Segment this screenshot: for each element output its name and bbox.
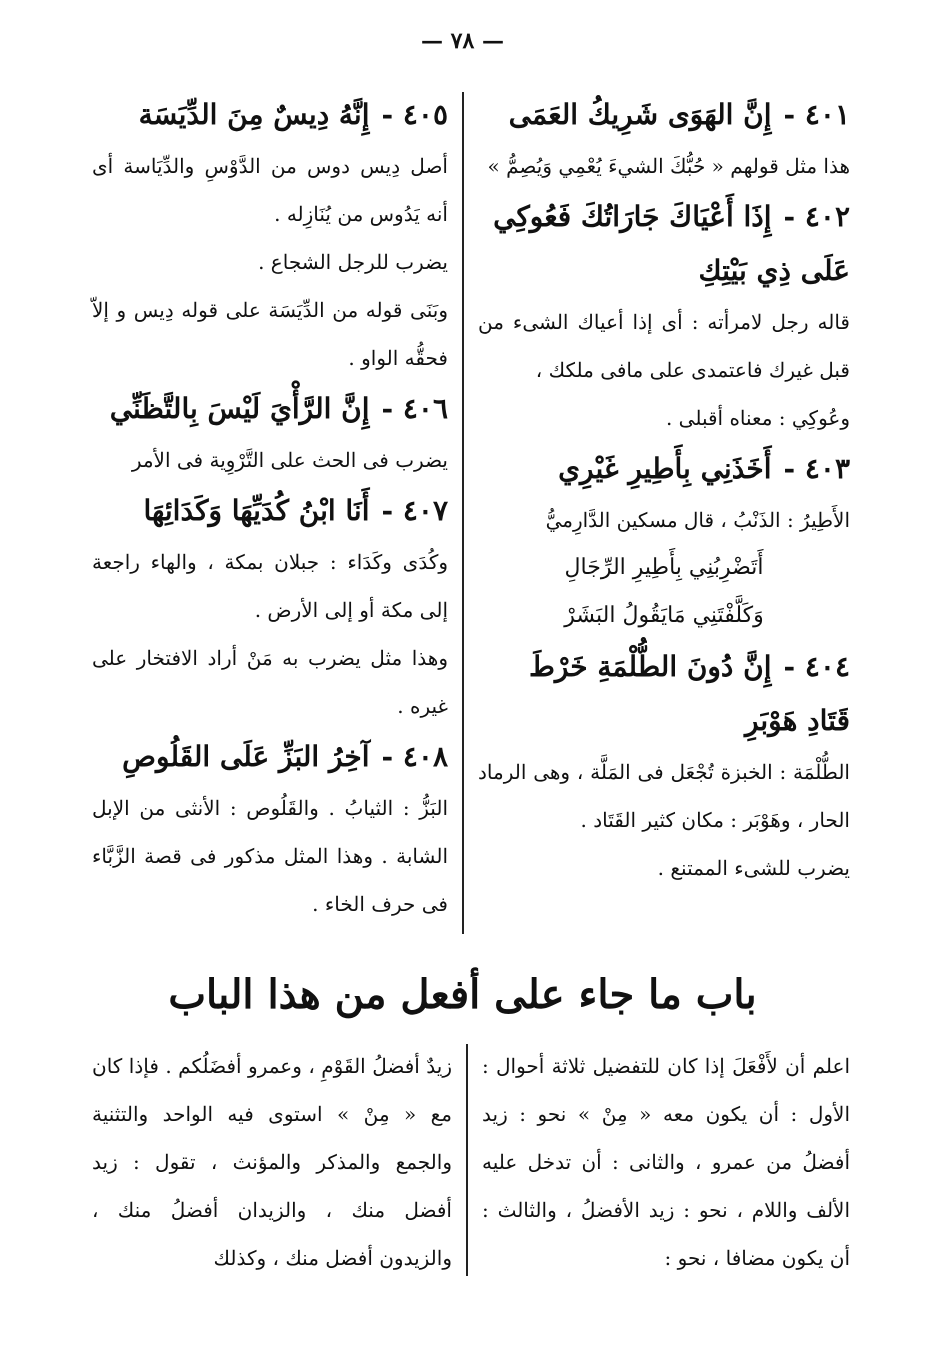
entry-title: ٤٠٢ -إِذَا أَعْيَاكَ جَارَاتُكَ فَعُوكِي عَلَى ذِي بَيْتِكِ [493, 200, 850, 287]
column-divider [462, 92, 464, 934]
entry-title: ٤٠١ -إِنَّ الهَوَى شَرِيكُ العَمَى [508, 98, 850, 131]
entry-text: وهذا مثل يضرب به مَنْ أراد الافتخار على غيره . [92, 646, 448, 718]
entry-text: وبَنَى قوله من الدِّيَسَة على قوله دِيس و إلاّ فحقُّه الواو . [92, 298, 448, 370]
left-column-top [92, 88, 448, 928]
entry-text: هذا مثل قولهم « حُبُّكَ الشيءَ يُعْمِي وَيُصِمُّ » [487, 154, 850, 178]
entry-text: قاله رجل لامرأته : أى إذا أعياك الشىء من قبل غيرك فاعتمدى على مافى ملكك ، [478, 310, 850, 382]
verse-line: وَكَلَّفْتَنِي مَايَقُولُ البَشَرْ [564, 603, 764, 628]
verse-line: أَتَضْرِبُنِي بِأَطِيرِ الرِّجَالِ [564, 555, 764, 580]
entry-text: أصل دِيس دوس من الدَّوْسِ والدِّيَاسة أى أنه يَدُوس من يُنَازِله . [92, 154, 448, 226]
entry-text: الأَطِيرُ : الذَنْبُ ، قال مسكين الدَّارِميُّ [545, 508, 850, 532]
entry-title: ٤٠٥ -إِنَّهُ دِيسٌ مِنَ الدِّيَسَة [138, 98, 448, 131]
column-divider [466, 1044, 468, 1276]
entry-title: ٤٠٨ -آخِرُ البَزِّ عَلَى القَلُوصِ [122, 740, 448, 773]
left-column-bottom [92, 1042, 452, 1282]
body-text: زيدٌ أفضلُ القَوْمِ ، وعمرو أفضَلُكم . فإذا كان مع « مِنْ » استوى فيه الواحد والتثنية والجمع والمذكر والمؤنث ، تقول : زيد أفضل منك ، والزيدان أفضلُ منك ، والزيدون أفضل منك ، وكذلك [92, 1054, 452, 1270]
entry-text: الطُّلْمَة : الخبزة تُجْعَل فى المَلَّة ، وهى الرماد الحار ، وهَوْبَر : مكان كثير القَتَاد . [478, 760, 850, 832]
entry-text: وكُدَى وكَدَاء : جبلان بمكة ، والهاء راجعة إلى مكة أو إلى الأرض . [92, 550, 448, 622]
right-column-top [478, 88, 850, 892]
page-number: — ٧٨ — [421, 28, 504, 54]
entry-text: البَزُّ : الثيابُ . والقَلُوص : الأنثى من الإبل الشابة . وهذا المثل مذكور فى قصة الزَّبَّاء فى حرف الخاء . [92, 796, 448, 916]
entry-title: ٤٠٣ -أَخَذَنِي بِأَطِيرِ غَيْرِي [558, 452, 850, 485]
entry-text: وعُوكِي : معناه أقبلى . [665, 406, 850, 430]
body-text: اعلم أن لأَفْعَلَ إذا كان للتفضيل ثلاثة أحوال : الأول : أن يكون معه « مِنْ » نحو : زيد أفضلُ من عمرو ، والثانى : أن تدخل عليه الألف واللام ، نحو : زيد الأفضلُ ، والثالث : أن يكون مضافا ، نحو : [482, 1054, 850, 1270]
entry-text: يضرب فى الحث على التَّرْوِية فى الأمر [131, 448, 448, 472]
entry-title: ٤٠٦ -إِنَّ الرَّأْيَ لَيْسَ بِالتَّظَنِّي [109, 392, 448, 425]
entry-title: ٤٠٧ -أَنَا ابْنُ كُدَيِّهَا وَكَدَائِهَا [143, 494, 448, 527]
entry-text: يضرب للرجل الشجاع . [258, 250, 448, 274]
right-column-bottom [482, 1042, 850, 1282]
entry-text: يضرب للشىء الممتنع . [657, 856, 850, 880]
chapter-title: باب ما جاء على أفعل من هذا الباب [168, 971, 757, 1018]
entry-title: ٤٠٤ -إِنَّ دُونَ الطُّلْمَةِ خَرْطَ قَتَادِ هَوْبَرِ [528, 650, 850, 737]
